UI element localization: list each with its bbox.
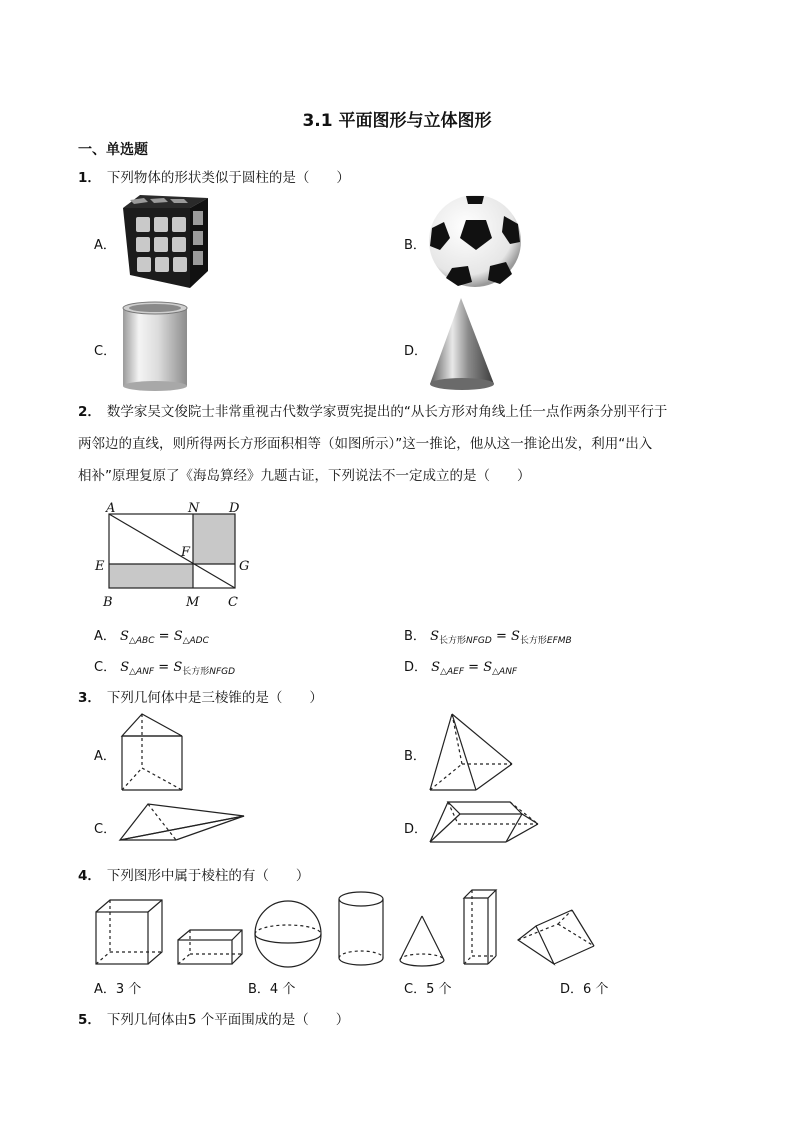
q2-option-d[interactable]: D． $S_{\triangle AEF} = S_{\triangle ANF}$	[404, 660, 518, 677]
label-g: G	[239, 559, 250, 574]
question-number: 3．	[78, 690, 101, 706]
question-text: 下列物体的形状类似于圆柱的是（ ）	[106, 170, 350, 186]
question-4	[78, 864, 309, 884]
question-number: 5．	[78, 1012, 101, 1028]
q3-option-d[interactable]: D．	[404, 822, 428, 837]
question-number: 2．	[78, 404, 101, 420]
label-b: B	[103, 595, 113, 610]
q4-option-c[interactable]: C．5 个	[404, 982, 452, 997]
q3-option-a[interactable]: A．	[94, 749, 116, 764]
q4-option-a[interactable]: A．3 个	[94, 982, 142, 997]
q1-option-d[interactable]: D．	[404, 344, 428, 359]
question-text: 下列几何体由5 个平面围成的是（ ）	[106, 1012, 350, 1028]
q1-option-a[interactable]: A．	[94, 238, 116, 253]
question-5	[78, 1008, 349, 1028]
sphere-image	[252, 898, 324, 970]
section-heading: 一、单选题	[78, 142, 148, 158]
question-2	[78, 396, 718, 492]
triangular-prism-lying-image	[516, 908, 598, 970]
rubiks-cube-image	[118, 193, 213, 288]
label-f: F	[181, 545, 191, 560]
question-text-line3: 相补”原理复原了《海岛算经》九题古证，下列说法不一定成立的是（ ）	[78, 468, 531, 484]
label-a: A	[106, 501, 116, 516]
q3-option-b[interactable]: B．	[404, 749, 426, 764]
square-prism-image	[462, 888, 502, 968]
q4-option-b[interactable]: B．4 个	[248, 982, 296, 997]
tin-can-image	[120, 300, 190, 392]
question-text-line1: 数学家吴文俊院士非常重视古代数学家贾宪提出的“从长方形对角线上任一点作两条分别平行于	[106, 404, 668, 420]
triangular-prism-image	[118, 712, 188, 792]
label-m: M	[186, 595, 200, 610]
label-n: N	[188, 501, 200, 516]
question-text: 下列图形中属于棱柱的有（ ）	[106, 868, 310, 884]
q4-option-d[interactable]: D．6 个	[560, 982, 609, 997]
page-title: 3.1 平面图形与立体图形	[302, 111, 492, 131]
question-3	[78, 686, 323, 706]
frustum-image	[428, 798, 542, 846]
question-number: 4．	[78, 868, 101, 884]
triangular-pyramid-image	[118, 800, 248, 844]
q1-option-b[interactable]: B．	[404, 238, 426, 253]
label-c: C	[228, 595, 238, 610]
q2-option-a[interactable]: A． $S_{\triangle ABC} = S_{\triangle ADC}$	[94, 629, 209, 646]
soccer-ball-image	[428, 194, 523, 289]
cuboid-image	[176, 928, 246, 968]
label-d: D	[229, 501, 240, 516]
question-text: 下列几何体中是三棱锥的是（ ）	[106, 690, 323, 706]
cone-image	[428, 298, 498, 392]
q1-option-c[interactable]: C．	[94, 344, 117, 359]
q2-option-b[interactable]: B． $S_{长方形NFGD} = S_{长方形EFMB}$	[404, 629, 572, 646]
question-text-line2: 两邻边的直线，则所得两长方形面积相等（如图所示）”这一推论，他从这一推论出发，利用“出入	[78, 436, 653, 452]
q2-option-c[interactable]: C． $S_{\triangle ANF} = S_{长方形NFGD}$	[94, 660, 236, 677]
square-pyramid-image	[428, 712, 518, 794]
cone-outline-image	[398, 914, 446, 970]
label-e: E	[95, 559, 105, 574]
q3-option-c[interactable]: C．	[94, 822, 117, 837]
cylinder-image	[336, 890, 386, 970]
rectangle-diagram	[94, 500, 264, 612]
question-number: 1．	[78, 170, 101, 186]
cube-image	[94, 898, 164, 966]
question-1	[78, 166, 350, 186]
